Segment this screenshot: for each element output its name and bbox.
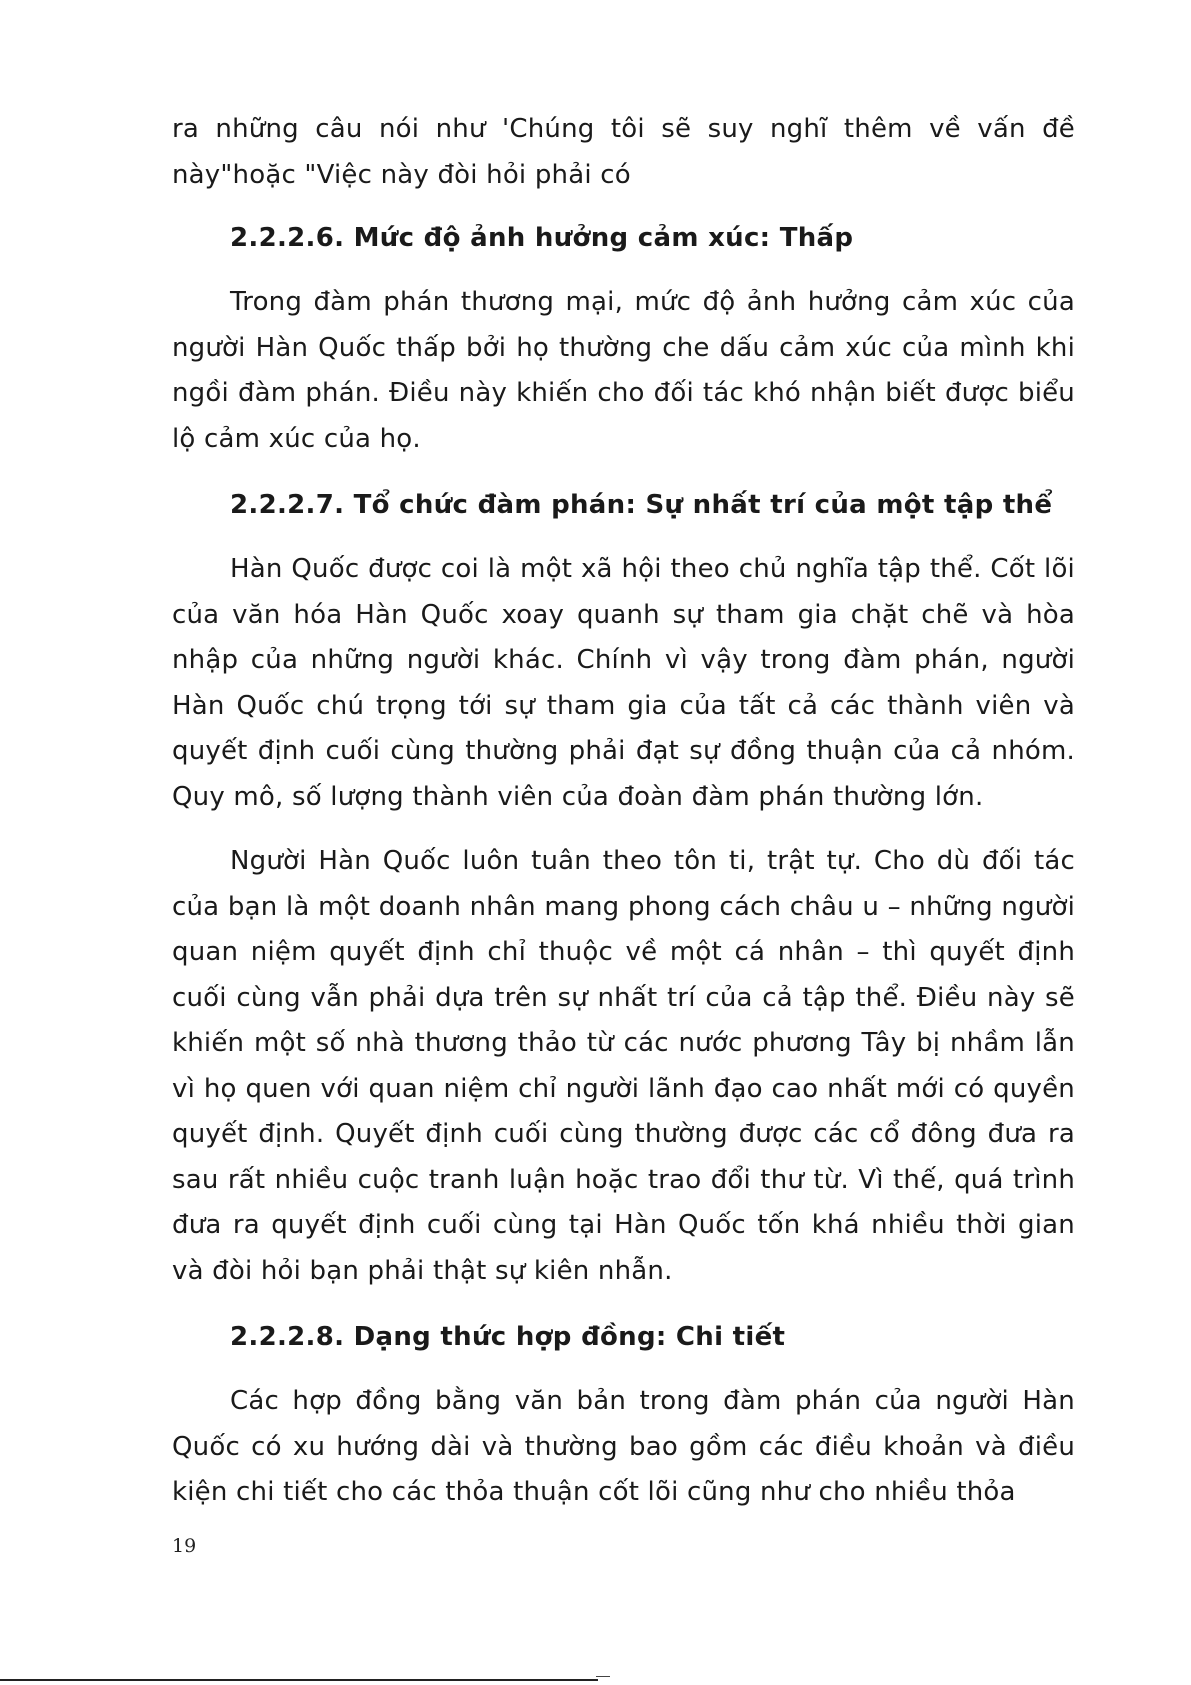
document-page (172, 107, 1075, 1516)
paragraph-contract-form: Các hợp đồng bằng văn bản trong đàm phán của người Hàn Quốc có xu hướng dài và thường bao gồm các điều khoản và điều kiện chi tiết cho các thỏa thuận cốt lõi cũng như cho nhiều thỏa (172, 1386, 1075, 1507)
footer-rule (0, 1679, 598, 1681)
section-heading-2-2-2-6: 2.2.2.6. Mức độ ảnh hưởng cảm xúc: Thấp (230, 223, 854, 253)
paragraph-continued: ra những câu nói như 'Chúng tôi sẽ suy nghĩ thêm về vấn đề này"hoặc "Việc này đòi hỏi phải có (172, 114, 1075, 190)
footer-rule-tick (596, 1676, 610, 1677)
paragraph-collectivism: Hàn Quốc được coi là một xã hội theo chủ nghĩa tập thể. Cốt lõi của văn hóa Hàn Quốc xoay quanh sự tham gia chặt chẽ và hòa nhập của những người khác. Chính vì vậy trong đàm phán, người Hàn Quốc chú trọng tới sự tham gia của tất cả các thành viên và quyết định cuối cùng thường phải đạt sự đồng thuận của cả nhóm. Quy mô, số lượng thành viên của đoàn đàm phán thường lớn. (172, 554, 1075, 812)
paragraph-hierarchy: Người Hàn Quốc luôn tuân theo tôn ti, trật tự. Cho dù đối tác của bạn là một doanh nhân mang phong cách châu u – những người quan niệm quyết định chỉ thuộc về một cá nhân – thì quyết định cuối cùng vẫn phải dựa trên sự nhất trí của cả tập thể. Điều này sẽ khiến một số nhà thương thảo từ các nước phương Tây bị nhầm lẫn vì họ quen với quan niệm chỉ người lãnh đạo cao nhất mới có quyền quyết định. Quyết định cuối cùng thường được các cổ đông đưa ra sau rất nhiều cuộc tranh luận hoặc trao đổi thư từ. Vì thế, quá trình đưa ra quyết định cuối cùng tại Hàn Quốc tốn khá nhiều thời gian và đòi hỏi bạn phải thật sự kiên nhẫn. (172, 846, 1075, 1286)
section-heading-2-2-2-7: 2.2.2.7. Tổ chức đàm phán: Sự nhất trí của một tập thể (230, 490, 1053, 520)
paragraph-emotional-influence: Trong đàm phán thương mại, mức độ ảnh hưởng cảm xúc của người Hàn Quốc thấp bởi họ thường che dấu cảm xúc của mình khi ngồi đàm phán. Điều này khiến cho đối tác khó nhận biết được biểu lộ cảm xúc của họ. (172, 287, 1075, 454)
section-heading-2-2-2-8: 2.2.2.8. Dạng thức hợp đồng: Chi tiết (230, 1322, 786, 1352)
page-number: 19 (172, 1535, 197, 1557)
